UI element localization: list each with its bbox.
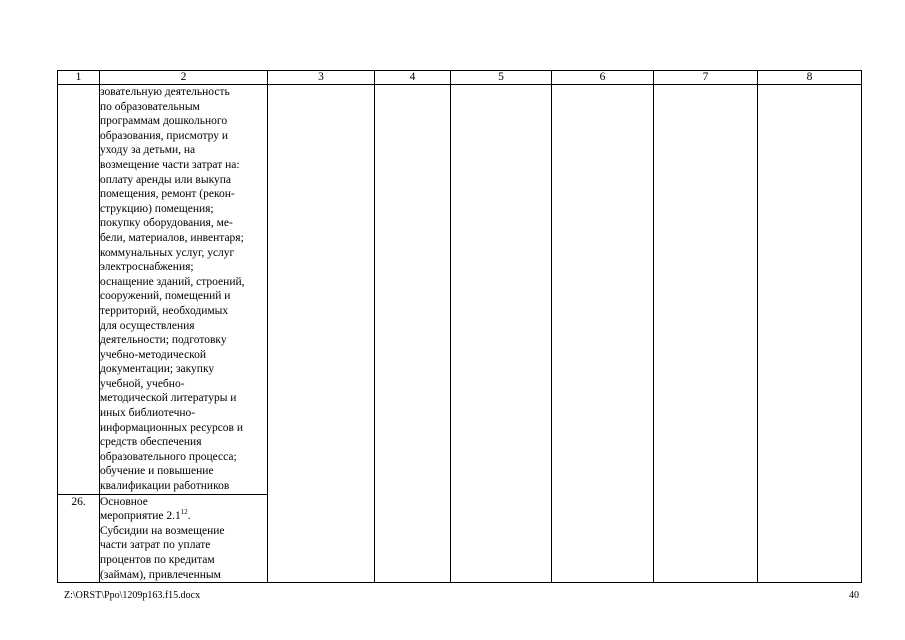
header-cell-5: 5: [451, 71, 552, 85]
row-description-line: деятельности; подготовку: [100, 334, 227, 347]
footer-page-number: 40: [849, 590, 859, 601]
row-description-line: образовательного процесса;: [100, 450, 237, 463]
row-description-line: для осуществления: [100, 319, 195, 332]
row-description-line: оснащение зданий, строений,: [100, 275, 245, 288]
row-description-line: (займам), привлеченным: [100, 568, 221, 581]
row-description-line: обучение и повышение: [100, 465, 214, 478]
data-table: [57, 70, 862, 583]
footer-file-path: Z:\ORST\Ppo\1209p163.f15.docx: [64, 590, 201, 601]
empty-cell-col6: [552, 85, 654, 583]
row-description-line: учебной, учебно-: [100, 377, 185, 390]
row-description-line: образования, присмотру и: [100, 129, 228, 142]
header-cell-6: 6: [552, 71, 654, 85]
empty-cell-col8: [758, 85, 862, 583]
row-description-line: [100, 509, 267, 524]
header-cell-8: 8: [758, 71, 862, 85]
row-description-line: части затрат по уплате: [100, 539, 211, 552]
measure-title: мероприятие 2.1: [100, 510, 181, 523]
header-cell-4: 4: [375, 71, 451, 85]
empty-cell-col7: [654, 85, 758, 583]
table-row: [58, 85, 862, 495]
row-description-line: Субсидии на возмещение: [100, 524, 225, 537]
empty-cell-col5: [451, 85, 552, 583]
empty-cell-col4: [375, 85, 451, 583]
empty-cell-col3: [268, 85, 375, 583]
row-description-line: электроснабжения;: [100, 261, 194, 274]
row-description-line: документации; закупку: [100, 363, 215, 376]
row-description-line: уходу за детьми, на: [100, 144, 196, 157]
table-header-row: [58, 71, 862, 85]
row-description-line: процентов по кредитам: [100, 554, 215, 566]
row-description-line: иных библиотечно-: [100, 407, 196, 420]
row-description-line: покупку оборудования, ме-: [100, 217, 233, 230]
header-cell-3: 3: [268, 71, 375, 85]
row-description-line: средств обеспечения: [100, 436, 202, 449]
row-description-line: Основное: [100, 495, 148, 508]
row-description-line: сооружений, помещений и: [100, 290, 231, 303]
row-description-line: квалификации работников: [100, 480, 230, 493]
row-description-line: методической литературы и: [100, 392, 237, 405]
row-description-line: учебно-методической: [100, 348, 207, 361]
row-description-line: программам дошкольного: [100, 115, 228, 128]
row-description-text: [100, 85, 267, 494]
row-description-cell: [100, 85, 268, 495]
row-number-cell: [58, 85, 100, 495]
punctuation: .: [187, 510, 191, 523]
row-description-line: территорий, необходимых: [100, 304, 229, 317]
row-number-cell: 26.: [58, 494, 100, 583]
row-description-line: информационных ресурсов и: [100, 421, 244, 434]
header-cell-7: 7: [654, 71, 758, 85]
row-description-line: оплату аренды или выкупа: [100, 173, 232, 186]
header-cell-2: 2: [100, 71, 268, 85]
row-description-line: коммунальных услуг, услуг: [100, 246, 235, 259]
row-description-line: струкцию) помещения;: [100, 202, 214, 215]
row-description-text: [100, 524, 267, 582]
row-description-cell: [100, 494, 268, 583]
row-description-line: возмещение части затрат на:: [100, 158, 240, 171]
row-description-line: помещения, ремонт (рекон-: [100, 188, 235, 201]
row-description-line: по образовательным: [100, 100, 200, 113]
row-description-line: зовательную деятельность: [100, 86, 230, 98]
footnote-ref: 12: [180, 508, 188, 517]
row-description-line: бели, материалов, инвентаря;: [100, 231, 244, 244]
header-cell-1: 1: [58, 71, 100, 85]
